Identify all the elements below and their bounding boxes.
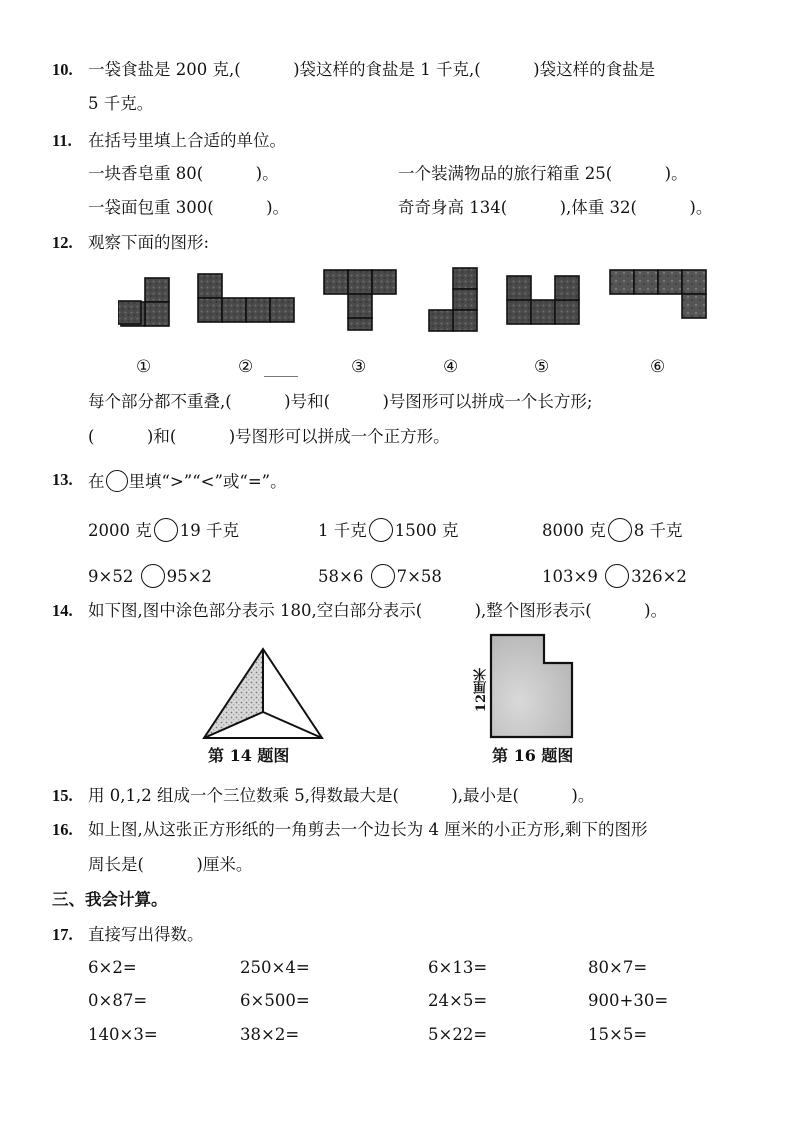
section-3-title: 三、我会计算。 bbox=[52, 890, 168, 909]
calc-item: 0×87= bbox=[88, 991, 148, 1010]
shape-4 bbox=[429, 268, 477, 331]
shape-6 bbox=[610, 270, 706, 318]
compare-right: 326×2 bbox=[631, 567, 687, 586]
answer-circle[interactable] bbox=[608, 518, 632, 542]
calc-item: 900+30= bbox=[588, 991, 669, 1010]
compare-item-5 bbox=[318, 564, 442, 588]
calc-item: 15×5= bbox=[588, 1025, 648, 1044]
shape-label-1: ① bbox=[136, 357, 152, 377]
answer-circle[interactable] bbox=[371, 564, 395, 588]
shape-label-3: ③ bbox=[351, 357, 367, 377]
compare-item-1 bbox=[88, 518, 239, 542]
shape-label-2: ② bbox=[238, 357, 254, 377]
calc-item: 6×2= bbox=[88, 958, 137, 977]
caption-q16: 第 16 题图 bbox=[492, 746, 574, 765]
q10-line2: 5 千克。 bbox=[88, 94, 154, 113]
q16-line2: 周长是( )厘米。 bbox=[88, 855, 253, 874]
q10-number: 10. bbox=[52, 60, 73, 79]
calc-item: 80×7= bbox=[588, 958, 648, 977]
compare-left: 2000 克 bbox=[88, 521, 152, 540]
q10-line1: 一袋食盐是 200 克,( )袋这样的食盐是 1 千克,( )袋这样的食盐是 bbox=[88, 60, 656, 79]
q13-instruction bbox=[88, 470, 287, 492]
compare-item-2 bbox=[318, 518, 459, 542]
q16-number: 16. bbox=[52, 820, 73, 839]
compare-right: 95×2 bbox=[166, 567, 212, 586]
q14-triangle-figure bbox=[200, 646, 326, 742]
compare-item-4 bbox=[88, 564, 212, 588]
calc-item: 6×13= bbox=[428, 958, 488, 977]
caption-q14: 第 14 题图 bbox=[208, 746, 290, 765]
q12-line2: ( )和( )号图形可以拼成一个正方形。 bbox=[88, 427, 450, 446]
compare-left: 1 千克 bbox=[318, 521, 367, 540]
q15-number: 15. bbox=[52, 786, 73, 805]
q11-item-b: 一个装满物品的旅行箱重 25( )。 bbox=[398, 164, 688, 183]
compare-item-3 bbox=[542, 518, 683, 542]
compare-left: 103×9 bbox=[542, 567, 598, 586]
compare-left: 8000 克 bbox=[542, 521, 606, 540]
compare-item-6 bbox=[542, 564, 687, 588]
calc-item: 24×5= bbox=[428, 991, 488, 1010]
compare-left: 9×52 bbox=[88, 567, 134, 586]
compare-right: 8 千克 bbox=[633, 521, 683, 540]
q17-number: 17. bbox=[52, 925, 73, 944]
answer-circle[interactable] bbox=[141, 564, 165, 588]
q11-item-d: 奇奇身高 134( ),体重 32( )。 bbox=[398, 198, 713, 217]
q15-text: 用 0,1,2 组成一个三位数乘 5,得数最大是( ),最小是( )。 bbox=[88, 786, 595, 805]
q12-shapes-figure bbox=[110, 262, 730, 332]
q16-square-figure bbox=[488, 633, 576, 741]
shape-label-5: ⑤ bbox=[534, 357, 550, 377]
compare-right: 1500 克 bbox=[394, 521, 459, 540]
q11-item-c: 一袋面包重 300( )。 bbox=[88, 198, 290, 217]
shape-label-6: ⑥ bbox=[650, 357, 666, 377]
answer-circle[interactable] bbox=[605, 564, 629, 588]
calc-item: 38×2= bbox=[240, 1025, 300, 1044]
q14-number: 14. bbox=[52, 601, 73, 620]
q11-item-a: 一块香皂重 80( )。 bbox=[88, 164, 279, 183]
calc-item: 6×500= bbox=[240, 991, 310, 1010]
q14-text: 如下图,图中涂色部分表示 180,空白部分表示( ),整个图形表示( )。 bbox=[88, 601, 668, 620]
calc-item: 250×4= bbox=[240, 958, 310, 977]
shape-1-detail bbox=[118, 275, 178, 330]
calc-item: 5×22= bbox=[428, 1025, 488, 1044]
label-2-underline bbox=[264, 376, 298, 377]
circle-icon bbox=[106, 470, 128, 492]
compare-right: 19 千克 bbox=[179, 521, 239, 540]
answer-circle[interactable] bbox=[369, 518, 393, 542]
q17-title: 直接写出得数。 bbox=[88, 925, 204, 944]
q11-title: 在括号里填上合适的单位。 bbox=[88, 131, 286, 150]
calc-item: 140×3= bbox=[88, 1025, 158, 1044]
q12-line1: 每个部分都不重叠,( )号和( )号图形可以拼成一个长方形; bbox=[88, 392, 593, 411]
answer-circle[interactable] bbox=[154, 518, 178, 542]
side-length-label: 12厘米 bbox=[474, 668, 489, 713]
shape-2 bbox=[198, 274, 294, 322]
shape-3 bbox=[324, 270, 396, 330]
q13-pre: 在 bbox=[88, 472, 105, 491]
q13-post: 里填“>”“<”或“=”。 bbox=[128, 472, 287, 491]
q12-number: 12. bbox=[52, 233, 73, 252]
q16-line1: 如上图,从这张正方形纸的一角剪去一个边长为 4 厘米的小正方形,剩下的图形 bbox=[88, 820, 648, 839]
q13-number: 13. bbox=[52, 470, 73, 489]
q12-title: 观察下面的图形: bbox=[88, 233, 210, 252]
q11-number: 11. bbox=[52, 131, 72, 150]
compare-left: 58×6 bbox=[318, 567, 364, 586]
shape-label-4: ④ bbox=[443, 357, 459, 377]
shape-5 bbox=[507, 276, 579, 324]
compare-right: 7×58 bbox=[396, 567, 442, 586]
